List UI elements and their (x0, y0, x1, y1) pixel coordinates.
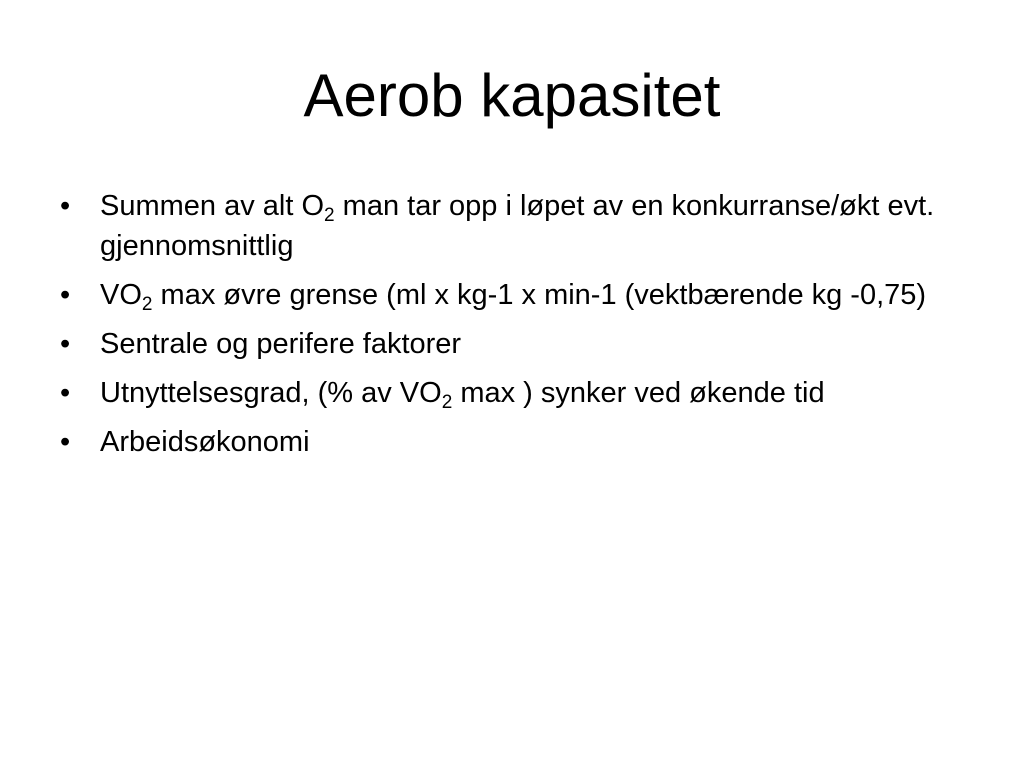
bullet-icon: • (60, 328, 71, 360)
bullet-icon: • (60, 426, 71, 458)
bullet-text-part: man tar opp i løpet av en konkurranse/økt evt. gjennomsnittlig (100, 190, 935, 262)
subscript-two: 2 (441, 392, 453, 413)
slide-title: Aerob kapasitet (303, 62, 721, 129)
bullet-icon: • (60, 190, 71, 222)
bullet-text: Arbeidsøkonomi (100, 426, 310, 458)
bullet-item-vo2-max (60, 275, 970, 315)
bullet-text-part: max øvre grense (ml x kg-1 x min-1 (vektbærende kg -0,75) (152, 279, 927, 311)
bullet-item-central-peripheral (60, 324, 970, 364)
bullet-text-part: VO (100, 279, 142, 311)
bullet-text-part: Utnyttelsesgrad, (% av VO (100, 377, 442, 409)
bullet-item-work-economy (60, 422, 970, 462)
bullet-icon: • (60, 279, 71, 311)
bullet-list (60, 186, 970, 471)
bullet-icon: • (60, 377, 71, 409)
subscript-two: 2 (324, 205, 335, 226)
bullet-item-utilization (60, 373, 970, 413)
bullet-text-part: max ) synker ved økende tid (452, 377, 825, 409)
bullet-text-part: Summen av alt O (100, 190, 325, 222)
bullet-item-total-oxygen (60, 186, 970, 266)
bullet-text: Sentrale og perifere faktorer (100, 328, 462, 360)
subscript-two: 2 (141, 294, 153, 315)
